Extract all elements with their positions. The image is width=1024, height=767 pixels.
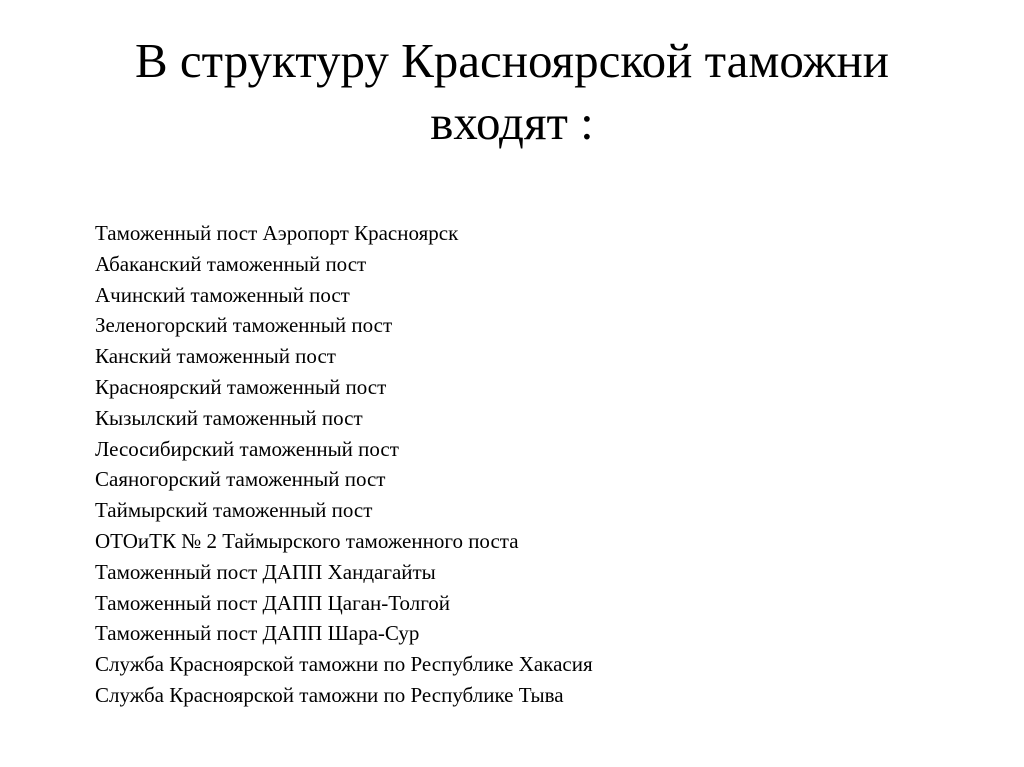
list-item: Зеленогорский таможенный пост — [95, 313, 393, 338]
list-item: Абаканский таможенный пост — [95, 251, 367, 276]
list-item: Саяногорский таможенный пост — [95, 467, 386, 492]
list-item: Кызылский таможенный пост — [95, 405, 363, 430]
list-item: Ачинский таможенный пост — [95, 282, 350, 307]
list-item: Служба Красноярской таможни по Республике Хакасия — [95, 652, 593, 677]
list-item: Лесосибирский таможенный пост — [95, 436, 399, 461]
slide-title-line-2: входят : — [430, 95, 594, 150]
slide-title-line-1: В структуру Красноярской таможни — [135, 33, 889, 88]
slide-title — [40, 30, 984, 154]
list-item: Красноярский таможенный пост — [95, 374, 387, 399]
customs-posts-list — [95, 218, 593, 711]
list-item: Таможенный пост ДАПП Шара-Сур — [95, 621, 420, 646]
list-item: Канский таможенный пост — [95, 344, 336, 369]
list-item: Таможенный пост ДАПП Цаган-Толгой — [95, 590, 451, 615]
list-item: Таможенный пост Аэропорт Красноярск — [95, 221, 459, 245]
list-item: Служба Красноярской таможни по Республике Тыва — [95, 682, 564, 707]
list-item: ОТОиТК № 2 Таймырского таможенного поста — [95, 528, 519, 553]
list-item: Таможенный пост ДАПП Хандагайты — [95, 559, 436, 584]
list-item: Таймырский таможенный пост — [95, 498, 373, 523]
